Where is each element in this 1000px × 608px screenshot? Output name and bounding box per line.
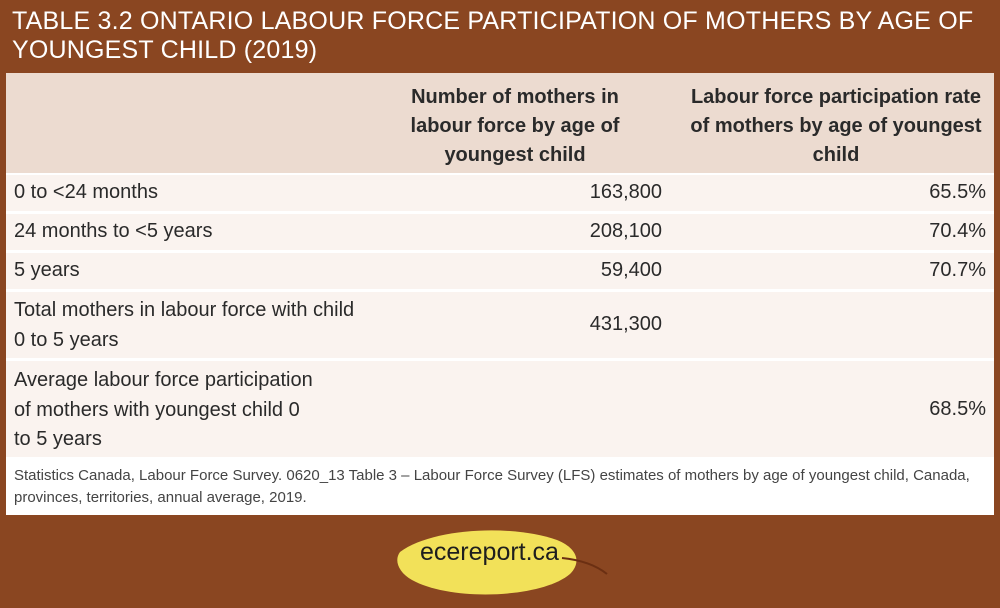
table-row <box>6 292 994 358</box>
table-row <box>6 175 994 211</box>
row-rate: 68.5% <box>929 398 986 420</box>
table-row <box>6 214 994 250</box>
row-label: Average labour force participation of mothers with youngest child 0 to 5 years <box>14 369 313 450</box>
data-table <box>6 73 994 515</box>
row-label: 5 years <box>14 259 80 281</box>
header-rate: Labour force participation rate of mothers by age of youngest child <box>690 86 982 166</box>
row-rate: 70.7% <box>929 259 986 281</box>
row-label: 0 to <24 months <box>14 181 158 203</box>
logo-link[interactable]: ecereport.ca <box>420 538 559 566</box>
row-rate: 70.4% <box>929 220 986 242</box>
table-header <box>6 73 994 173</box>
row-count: 59,400 <box>600 259 662 281</box>
table-row <box>6 361 994 457</box>
header-count: Number of mothers in labour force by age of youngest child <box>410 86 620 166</box>
row-count: 431,300 <box>589 313 662 335</box>
row-count: 163,800 <box>589 181 662 203</box>
table-row <box>6 253 994 289</box>
row-label: 24 months to <5 years <box>14 220 213 242</box>
row-count: 208,100 <box>589 220 662 242</box>
row-label: Total mothers in labour force with child 0 to 5 years <box>14 299 355 351</box>
table-title: TABLE 3.2 ONTARIO LABOUR FORCE PARTICIPATION OF MOTHERS BY AGE OF YOUNGEST CHILD (2019) <box>12 7 974 64</box>
source-note: Statistics Canada, Labour Force Survey. 0620_13 Table 3 – Labour Force Survey (LFS) estimates of mothers by age of youngest child, Canada, provinces, territories, annual average, 2019. <box>14 467 970 506</box>
row-rate: 65.5% <box>929 181 986 203</box>
